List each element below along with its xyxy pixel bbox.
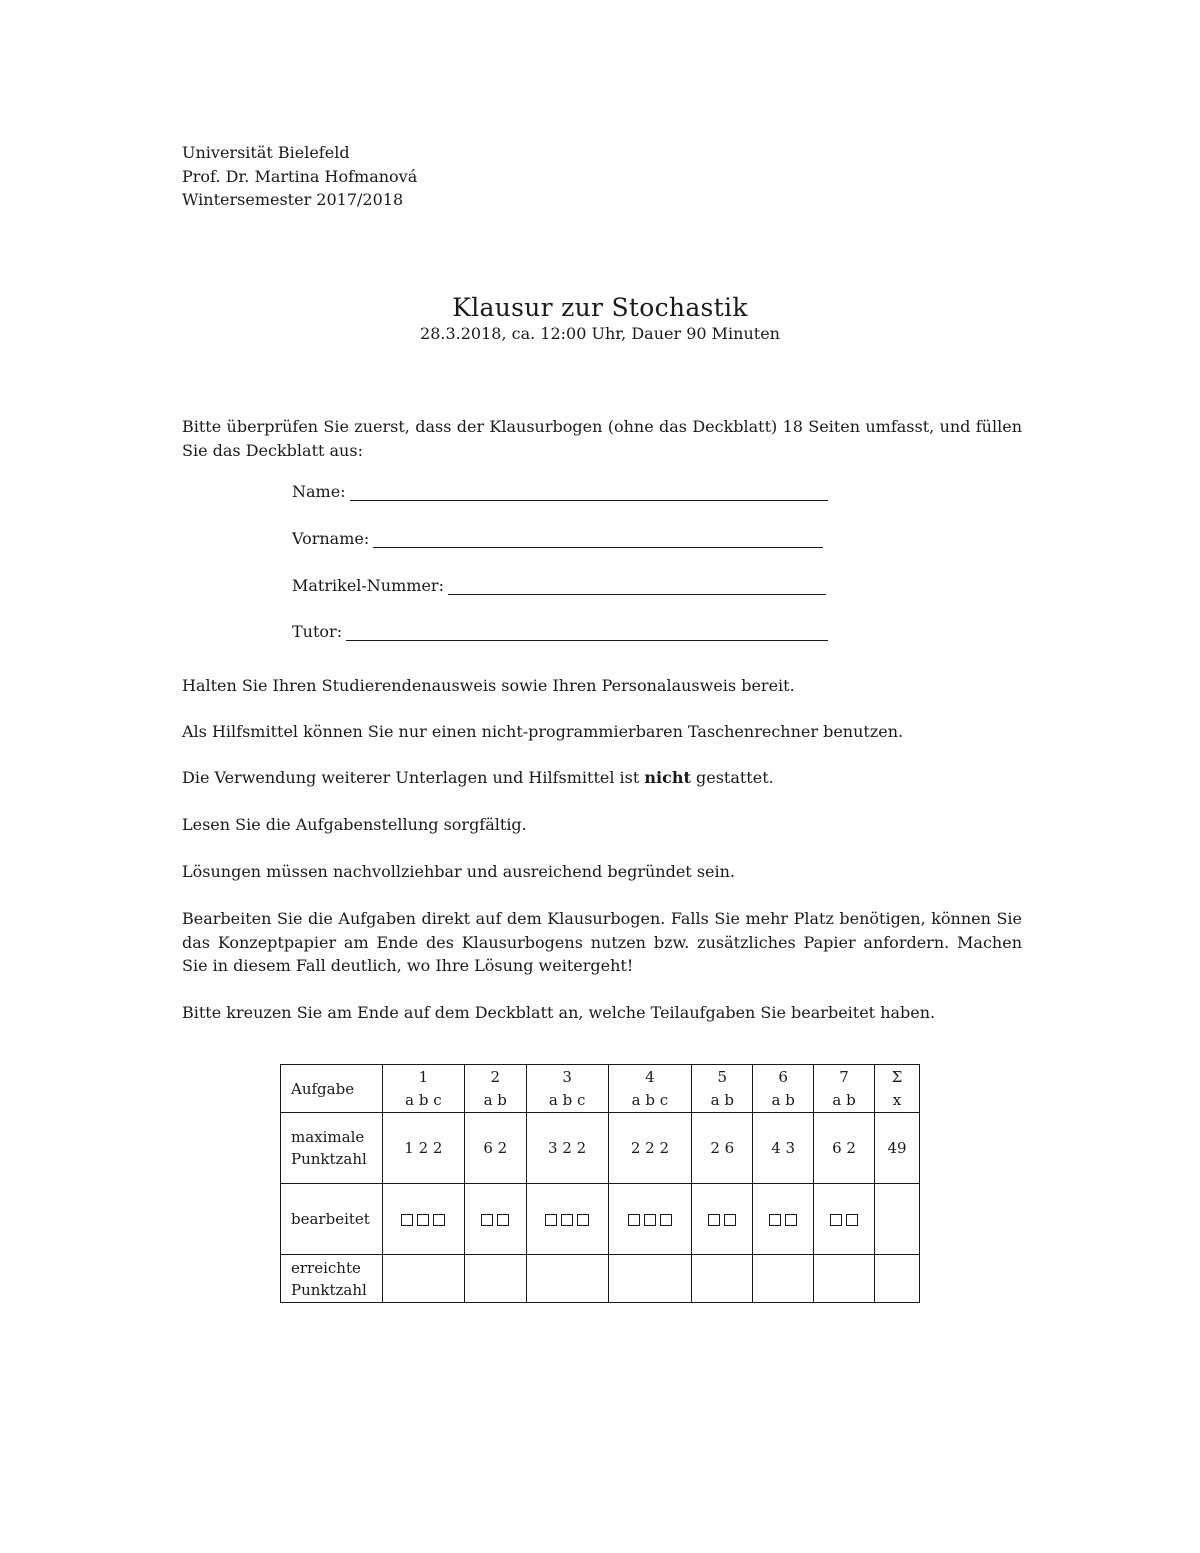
page-title: Klausur zur Stochastik: [452, 293, 748, 322]
bearbeitet-label: bearbeitet: [281, 1184, 383, 1255]
bearbeitet-checkbox[interactable]: [561, 1214, 573, 1226]
task-header: [692, 1065, 753, 1113]
checkbox-cell: [692, 1184, 753, 1255]
bearbeitet-checkbox[interactable]: [785, 1214, 797, 1226]
max-points-label: [281, 1113, 383, 1184]
checkbox-cell: [753, 1184, 814, 1255]
total-bearbeitet-cell: [875, 1184, 920, 1255]
task-parts: a b: [710, 1090, 734, 1109]
intro-text: Bitte überprüfen Sie zuerst, dass der Klausurbogen (ohne das Deckblatt) 18 Seiten umfasst, und füllen Sie das Deckblatt aus:: [182, 417, 1022, 460]
task-header: [814, 1065, 875, 1113]
score-cell[interactable]: [814, 1255, 875, 1303]
total-points-cell: 49: [875, 1113, 920, 1184]
score-cell[interactable]: [692, 1255, 753, 1303]
matrikel-label: Matrikel-Nummer:: [292, 576, 444, 595]
name-field: [292, 482, 828, 501]
instruction-lesen: Lesen Sie die Aufgabenstellung sorgfältig.: [182, 815, 527, 834]
task-number: 3: [562, 1067, 572, 1086]
max-points-cell: 6 2: [464, 1113, 526, 1184]
max-points-cell: 1 2 2: [382, 1113, 464, 1184]
max-points-cell: 6 2: [814, 1113, 875, 1184]
bearbeitet-checkbox[interactable]: [401, 1214, 413, 1226]
table-row-max-points: [281, 1113, 920, 1184]
max-points-cell: 4 3: [753, 1113, 814, 1184]
task-number: 4: [645, 1067, 655, 1086]
total-header: [875, 1065, 920, 1113]
bearbeitet-checkbox[interactable]: [724, 1214, 736, 1226]
checkbox-cell: [382, 1184, 464, 1255]
name-label: Name:: [292, 482, 346, 501]
bearbeitet-checkbox[interactable]: [497, 1214, 509, 1226]
total-score-cell[interactable]: [875, 1255, 920, 1303]
score-cell[interactable]: [608, 1255, 692, 1303]
task-number: 2: [490, 1067, 501, 1086]
vorname-field: [292, 529, 823, 548]
instruction-loesungen: Lösungen müssen nachvollziehbar und ausreichend begründet sein.: [182, 862, 736, 881]
task-parts: a b c: [631, 1090, 669, 1109]
bearbeitet-checkbox[interactable]: [433, 1214, 445, 1226]
task-header: [753, 1065, 814, 1113]
vorname-line[interactable]: [373, 529, 823, 548]
max-points-cell: 3 2 2: [526, 1113, 608, 1184]
total-sub: x: [892, 1090, 902, 1109]
instruction-kreuzen: Bitte kreuzen Sie am Ende auf dem Deckblatt an, welche Teilaufgaben Sie bearbeitet haben.: [182, 1003, 936, 1022]
bearbeitet-checkbox[interactable]: [708, 1214, 720, 1226]
tutor-label: Tutor:: [292, 622, 343, 641]
title-block: [0, 293, 1200, 343]
task-number: 1: [418, 1067, 429, 1086]
verwendung-after: gestattet.: [690, 768, 774, 787]
max-points-label-line2: Punktzahl: [291, 1150, 367, 1168]
score-cell[interactable]: [382, 1255, 464, 1303]
verwendung-before: Die Verwendung weiterer Unterlagen und Hilfsmittel ist: [182, 768, 645, 787]
score-cell[interactable]: [753, 1255, 814, 1303]
max-points-label-line1: maximale: [291, 1128, 365, 1146]
instruction-bearbeiten: Bearbeiten Sie die Aufgaben direkt auf dem Klausurbogen. Falls Sie mehr Platz benötigen, können Sie das Konzeptpapier am Ende des Klausurbogens nutzen bzw. zusätzliches Papier anfordern. Machen Sie in diesem Fall deutlich, wo Ihre Lösung weitergeht!: [182, 909, 1022, 975]
bearbeitet-checkbox[interactable]: [577, 1214, 589, 1226]
name-line[interactable]: [350, 482, 828, 501]
bearbeitet-checkbox[interactable]: [660, 1214, 672, 1226]
instruction-hilfsmittel: Als Hilfsmittel können Sie nur einen nicht-programmierbaren Taschenrechner benutzen.: [182, 722, 904, 741]
max-points-cell: 2 2 2: [608, 1113, 692, 1184]
bearbeitet-checkbox[interactable]: [628, 1214, 640, 1226]
checkbox-cell: [608, 1184, 692, 1255]
bearbeitet-checkbox[interactable]: [830, 1214, 842, 1226]
aufgabe-label: Aufgabe: [281, 1065, 383, 1113]
bearbeitet-checkbox[interactable]: [417, 1214, 429, 1226]
table-row-bearbeitet: [281, 1184, 920, 1255]
bearbeitet-checkbox[interactable]: [481, 1214, 493, 1226]
bearbeitet-checkbox[interactable]: [769, 1214, 781, 1226]
university: Universität Bielefeld: [182, 143, 350, 162]
bearbeitet-checkbox[interactable]: [644, 1214, 656, 1226]
task-number: 6: [778, 1067, 788, 1086]
professor: Prof. Dr. Martina Hofmanová: [182, 166, 418, 186]
score-table: [280, 1064, 920, 1303]
sum-symbol: Σ: [891, 1067, 903, 1086]
matrikel-field: [292, 576, 826, 595]
checkbox-cell: [526, 1184, 608, 1255]
task-parts: a b: [832, 1090, 856, 1109]
task-parts: a b: [771, 1090, 795, 1109]
task-parts: a b: [483, 1090, 507, 1109]
verwendung-bold: nicht: [644, 768, 691, 787]
erreicht-label-line1: erreichte: [291, 1258, 361, 1277]
task-parts: a b c: [548, 1090, 586, 1109]
task-parts: a b c: [405, 1090, 442, 1109]
task-number: 7: [839, 1067, 849, 1086]
tutor-line[interactable]: [346, 622, 828, 641]
instruction-ausweis: Halten Sie Ihren Studierendenausweis sowie Ihren Personalausweis bereit.: [182, 676, 795, 695]
task-number: 5: [717, 1067, 728, 1086]
bearbeitet-checkbox[interactable]: [846, 1214, 858, 1226]
vorname-label: Vorname:: [292, 529, 370, 548]
tutor-field: [292, 622, 828, 641]
score-cell[interactable]: [526, 1255, 608, 1303]
semester: Wintersemester 2017/2018: [182, 190, 404, 209]
header: [182, 141, 417, 212]
task-header: [526, 1065, 608, 1113]
score-cell[interactable]: [464, 1255, 526, 1303]
task-header: [382, 1065, 464, 1113]
matrikel-line[interactable]: [448, 576, 826, 595]
instruction-verwendung: [182, 766, 1022, 790]
task-header: [464, 1065, 526, 1113]
table-row-erreicht: [281, 1255, 920, 1303]
table-row-aufgabe: [281, 1065, 920, 1113]
page-subtitle: 28.3.2018, ca. 12:00 Uhr, Dauer 90 Minuten: [420, 324, 780, 343]
checkbox-cell: [464, 1184, 526, 1255]
bearbeitet-checkbox[interactable]: [545, 1214, 557, 1226]
erreicht-label-line2: Punktzahl: [291, 1280, 367, 1299]
checkbox-cell: [814, 1184, 875, 1255]
erreicht-label: [281, 1255, 383, 1303]
task-header: [608, 1065, 692, 1113]
max-points-cell: 2 6: [692, 1113, 753, 1184]
